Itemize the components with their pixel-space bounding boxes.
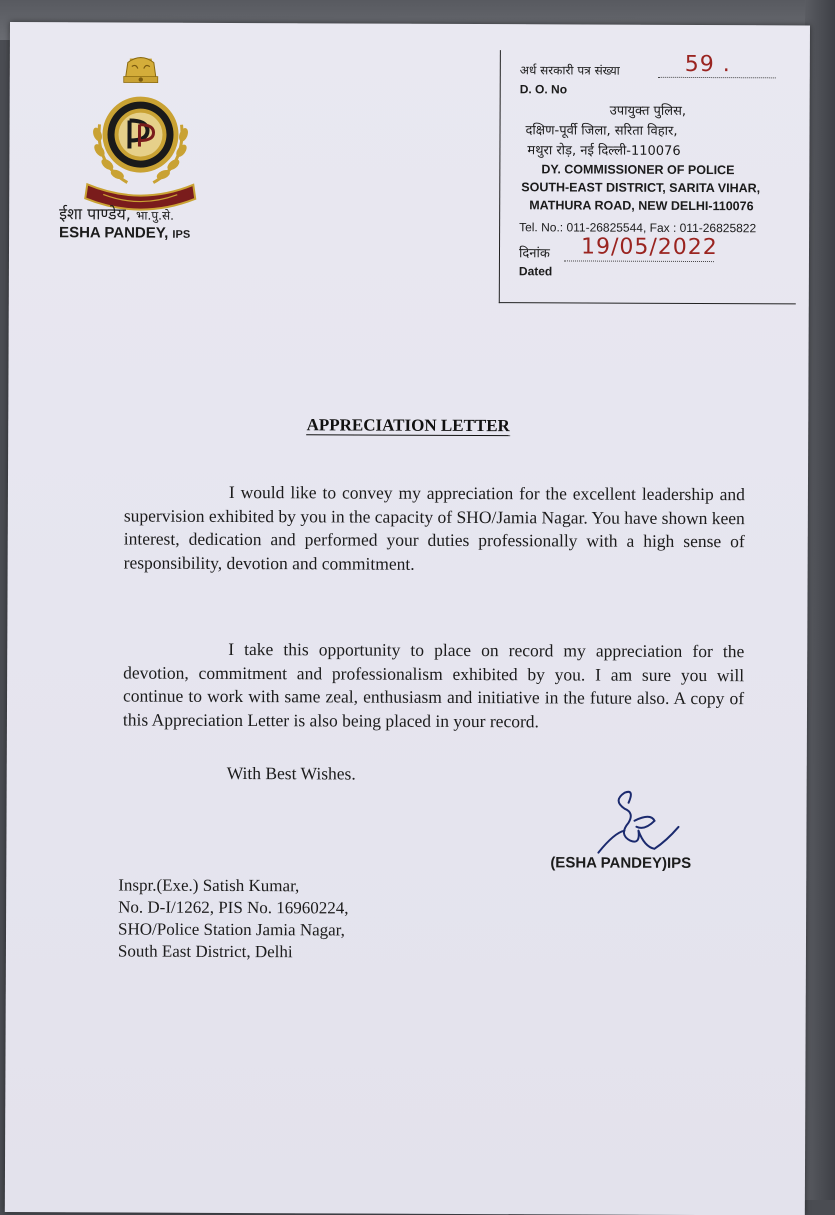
officer-name-english: ESHA PANDEY,	[59, 224, 169, 242]
office-english-line-2: SOUTH-EAST DISTRICT, SARITA VIHAR,	[521, 180, 761, 196]
recipient-line-3: SHO/Police Station Jamia Nagar,	[118, 919, 345, 940]
officer-service-hindi: भा.पु.से.	[135, 208, 174, 223]
letter-page	[5, 22, 810, 1215]
officer-service-english: IPS	[172, 228, 191, 241]
office-hindi-line-2: दक्षिण-पूर्वी जिला, सरिता विहार,	[525, 123, 678, 139]
office-hindi-line-3: मथुरा रोड़, नई दिल्ली-110076	[527, 143, 681, 159]
office-hindi-line-1: उपायुक्त पुलिस,	[609, 103, 687, 119]
date-value: 19/05/2022	[580, 234, 718, 261]
paragraph-1: I would like to convey my appreciation for the excellent leadership and supervision exhibited by you in the capacity of SHO/Jamia Nagar. You have shown keen interest, dedication and performed your duties professionally with a high sense of responsibility, devotion and commitment.	[123, 481, 745, 574]
recipient-line-2: No. D-I/1262, PIS No. 16960224,	[118, 897, 349, 918]
closing-line: With Best Wishes.	[226, 762, 356, 784]
office-english-line-1: DY. COMMISSIONER OF POLICE	[541, 162, 735, 178]
letter-title-text: APPRECIATION LETTER	[306, 415, 510, 436]
signatory-name: (ESHA PANDEY)IPS	[550, 854, 692, 872]
recipient-line-1: Inspr.(Exe.) Satish Kumar,	[118, 875, 300, 896]
paragraph-2: I take this opportunity to place on record my appreciation for the devotion, commitment and professionalism exhibited by you. I am sure you will continue to work with same zeal, enthusiasm and initiative in the future also. A copy of this Appreciation Letter is also being placed in your record.	[122, 638, 745, 731]
date-label-english: Dated	[518, 264, 553, 279]
officer-name-hindi: ईशा पाण्डेय,	[59, 204, 131, 224]
background-edge	[805, 0, 835, 1200]
contact-numbers: Tel. No.: 011-26825544, Fax : 011-26825822	[519, 220, 757, 236]
letter-title	[8, 414, 808, 437]
do-number: 59 .	[684, 51, 731, 78]
do-label-hindi: अर्ध सरकारी पत्र संख्या	[519, 63, 620, 78]
handwritten-signature-icon	[594, 783, 694, 865]
do-label-english: D. O. No	[519, 82, 568, 97]
delhi-police-emblem-icon	[77, 54, 204, 217]
date-label-hindi: दिनांक	[518, 246, 550, 262]
recipient-line-4: South East District, Delhi	[117, 941, 293, 962]
office-english-line-3: MATHURA ROAD, NEW DELHI-110076	[529, 198, 754, 214]
